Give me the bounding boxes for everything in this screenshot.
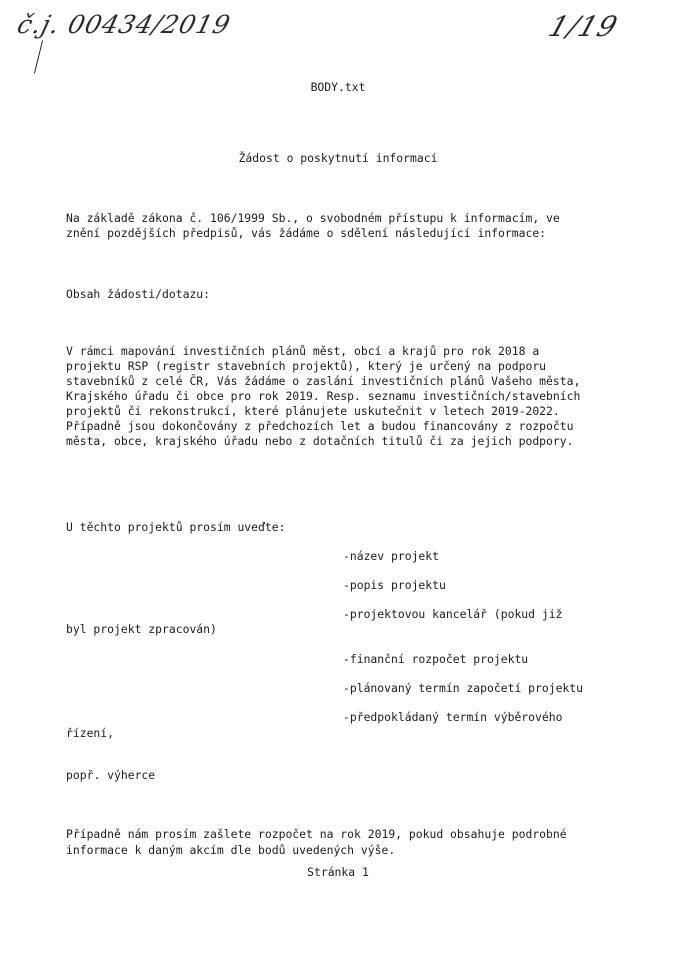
handwritten-stroke	[34, 40, 43, 73]
closing-line-2: informace k daným akcím dle bodů uvedených výše.	[66, 843, 396, 857]
content-label: Obsah žádosti/dotazu:	[66, 287, 211, 301]
request-line-1: V rámci mapování investičních plánů měst, obcí a krajů pro rok 2018 a	[66, 344, 540, 358]
list-item: -plánovaný termín započetí projektu	[343, 681, 584, 695]
document-title: Žádost o poskytnutí informací	[238, 151, 438, 165]
list-item: -předpokládaný termín výběrového	[343, 710, 563, 724]
intro-line-2: znění pozdějších předpisů, vás žádáme o sdělení následující informace:	[66, 226, 547, 240]
request-line-7: města, obce, krajského úřadu nebo z dotačních titulů či za jejich podpory.	[66, 434, 574, 448]
projects-intro: U těchto projektů prosím uveďte:	[66, 520, 286, 534]
list-item: -název projekt	[343, 549, 440, 563]
request-line-6: Případně jsou dokončovány z předchozích let a budou financovány z rozpočtu	[66, 419, 574, 433]
handwritten-reference-number: č.j. 00434/2019	[14, 10, 234, 39]
page-number-footer: Stránka 1	[307, 865, 369, 879]
handwritten-sheet-number: 1/19	[544, 10, 623, 43]
list-item: -projektovou kancelář (pokud již	[343, 607, 563, 621]
closing-line-1: Případně nám prosím zašlete rozpočet na rok 2019, pokud obsahuje podrobné	[66, 827, 567, 841]
winner-note: popř. výherce	[66, 768, 156, 782]
request-line-5: projektů či rekonstrukcí, které plánujete uskutečnit v letech 2019-2022.	[66, 404, 560, 418]
intro-line-1: Na základě zákona č. 106/1999 Sb., o svobodném přístupu k informacím, ve	[66, 211, 560, 225]
file-name-header: BODY.txt	[310, 80, 366, 94]
list-item: -popis projektu	[343, 578, 446, 592]
request-line-2: projektu RSP (registr stavebních projektů), který je určený na podporu	[66, 359, 547, 373]
list-item-continuation: řízení,	[66, 726, 115, 740]
request-line-3: stavebníků z celé ČR, Vás žádáme o zaslání investičních plánů Vašeho města,	[66, 374, 581, 388]
list-item: -finanční rozpočet projektu	[343, 652, 529, 666]
list-item-continuation: byl projekt zpracován)	[66, 622, 217, 636]
request-line-4: Krajského úřadu či obce pro rok 2019. Resp. seznamu investičních/stavebních	[66, 389, 581, 403]
